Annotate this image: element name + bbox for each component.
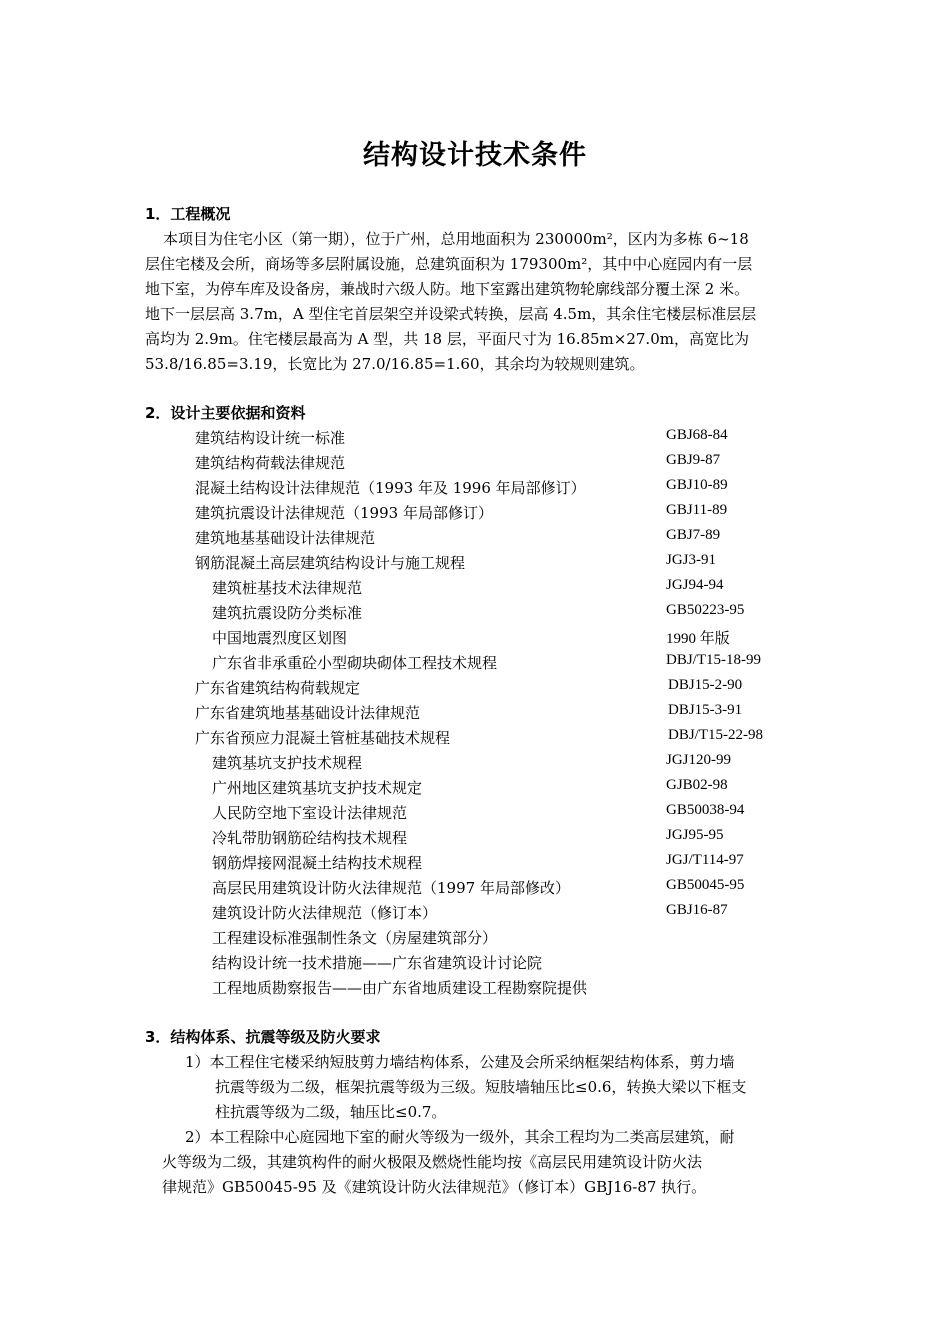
section-3-heading: 3．结构体系、抗震等级及防火要求	[145, 1028, 381, 1046]
reference-title: 中国地震烈度区划图	[212, 629, 348, 647]
reference-title: 广州地区建筑基坑支护技术规定	[212, 779, 423, 797]
reference-code: DBJ/T15-22-98	[668, 727, 763, 743]
reference-title: 建筑结构设计统一标准	[195, 429, 346, 447]
reference-code: GJB02-98	[666, 777, 728, 793]
reference-title: 广东省建筑结构荷载规定	[195, 679, 361, 697]
reference-title: 建筑结构荷载法律规范	[195, 454, 346, 472]
reference-code: GBJ68-84	[666, 427, 728, 443]
section-1-line: 层住宅楼及会所，商场等多层附属设施，总建筑面积为 179300m²，其中中心庭园内有一层	[145, 255, 753, 273]
reference-code: DBJ15-3-91	[668, 702, 743, 718]
section-3-item-1-line: 1）本工程住宅楼采纳短肢剪力墙结构体系，公建及会所采纳框架结构体系，剪力墙	[185, 1053, 735, 1071]
reference-title: 结构设计统一技术措施——广东省建筑设计讨论院	[212, 954, 543, 972]
reference-title: 广东省非承重砼小型砌块砌体工程技术规程	[212, 654, 498, 672]
section-1-line: 高均为 2.9m。住宅楼层最高为 A 型，共 18 层，平面尺寸为 16.85m×27.0m，高宽比为	[145, 330, 749, 348]
reference-code: DBJ/T15-18-99	[666, 652, 761, 668]
section-2-heading: 2．设计主要依据和资料	[145, 404, 306, 422]
reference-code: GBJ9-87	[666, 452, 721, 468]
reference-code: JGJ94-94	[666, 577, 724, 593]
reference-title: 建筑桩基技术法律规范	[212, 579, 363, 597]
reference-title: 人民防空地下室设计法律规范	[212, 804, 408, 822]
page-title: 结构设计技术条件	[363, 140, 587, 171]
section-1-line: 本项目为住宅小区（第一期），位于广州，总用地面积为 230000m²，区内为多栋 6~18	[163, 230, 749, 248]
reference-code: 1990 年版	[666, 631, 730, 647]
section-3-item-1-line: 柱抗震等级为二级，轴压比≤0.7。	[215, 1103, 447, 1121]
reference-code: GB50038-94	[666, 802, 745, 818]
reference-code: GBJ7-89	[666, 527, 721, 543]
reference-title: 高层民用建筑设计防火法律规范（1997 年局部修改）	[212, 879, 570, 897]
section-3-item-2-line: 火等级为二级，其建筑构件的耐火极限及燃烧性能均按《高层民用建筑设计防火法	[162, 1153, 703, 1171]
reference-code: GBJ10-89	[666, 477, 728, 493]
reference-title: 建筑抗震设计法律规范（1993 年局部修订）	[195, 504, 493, 522]
reference-title: 建筑抗震设防分类标准	[212, 604, 363, 622]
reference-code: DBJ15-2-90	[668, 677, 743, 693]
reference-title: 广东省预应力混凝土管桩基础技术规程	[195, 729, 451, 747]
reference-code: GB50045-95	[666, 877, 745, 893]
reference-title: 钢筋混凝土高层建筑结构设计与施工规程	[195, 554, 466, 572]
reference-title: 工程地质勘察报告——由广东省地质建设工程勘察院提供	[212, 979, 588, 997]
section-1-line: 地下室，为停车库及设备房，兼战时六级人防。地下室露出建筑物轮廓线部分覆土深 2 米。	[145, 280, 750, 298]
reference-title: 建筑基坑支护技术规程	[212, 754, 363, 772]
reference-title: 工程建设标准强制性条文（房屋建筑部分）	[212, 929, 498, 947]
reference-code: GB50223-95	[666, 602, 745, 618]
reference-title: 混凝土结构设计法律规范（1993 年及 1996 年局部修订）	[195, 479, 586, 497]
reference-title: 建筑地基基础设计法律规范	[195, 529, 376, 547]
reference-title: 冷轧带肋钢筋砼结构技术规程	[212, 829, 408, 847]
section-3-item-2-line: 2）本工程除中心庭园地下室的耐火等级为一级外，其余工程均为二类高层建筑，耐	[185, 1128, 735, 1146]
reference-code: JGJ120-99	[666, 752, 732, 768]
reference-code: JGJ95-95	[666, 827, 724, 843]
reference-title: 钢筋焊接网混凝土结构技术规程	[212, 854, 423, 872]
section-1-line: 地下一层层高 3.7m，A 型住宅首层架空并设梁式转换，层高 4.5m，其余住宅楼层标准层层	[145, 305, 757, 323]
reference-code: GBJ16-87	[666, 902, 728, 918]
reference-code: JGJ/T114-97	[666, 852, 744, 868]
reference-code: JGJ3-91	[666, 552, 717, 568]
section-3-item-1-line: 抗震等级为二级，框架抗震等级为三级。短肢墙轴压比≤0.6，转换大梁以下框支	[215, 1078, 747, 1096]
section-3-item-2-line: 律规范》GB50045-95 及《建筑设计防火法律规范》（修订本）GBJ16-87 执行。	[162, 1178, 707, 1196]
reference-title: 广东省建筑地基基础设计法律规范	[195, 704, 421, 722]
reference-code: GBJ11-89	[666, 502, 728, 518]
reference-title: 建筑设计防火法律规范（修订本）	[212, 904, 438, 922]
section-1-heading: 1．工程概况	[145, 205, 231, 223]
section-1-line: 53.8/16.85=3.19，长宽比为 27.0/16.85=1.60，其余均为较规则建筑。	[145, 355, 645, 373]
